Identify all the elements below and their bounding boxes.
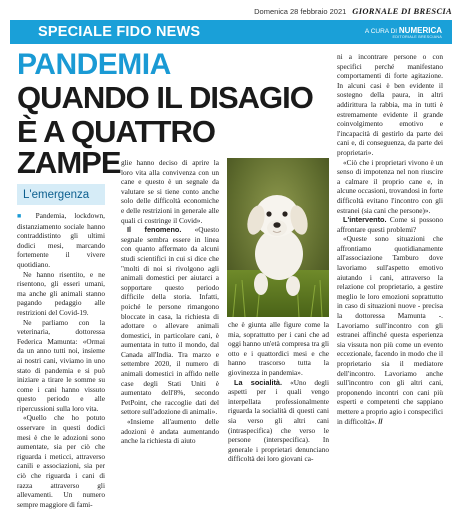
issue-date: Domenica 28 febbraio 2021 [254,6,347,16]
paragraph-lead: La socialità. [234,377,283,387]
masthead-bar [10,2,452,20]
paragraph-lead: L'intervento. [343,215,387,225]
paragraph-lead: Il fenomeno. [127,225,182,235]
section-banner [10,20,452,44]
paragraph: «Quello che ho potuto osservare in questi dodici mesi è che le adozioni sono aumentate, sia per ciò che riguarda i meticci, attraverso canili e associazioni, sia per ciò che riguarda i cani di razza attraverso gli allevamenti. Un numero sempre maggiore di fami- [17,413,105,509]
credit-subtitle: EDITORIALE BRESCIANA [392,34,442,39]
paragraph: L'intervento. Come si possono affrontare questi problemi? [337,215,443,234]
headline-line-1: QUANDO IL DISAGIO [17,80,313,115]
credit-line: A CURA DI NUMERICA [364,25,442,35]
headline-kicker: PANDEMIA [17,48,171,81]
article-column-4 [337,52,443,426]
paragraph: glie hanno deciso di aprire la loro vita alla convivenza con un cane e questo è un segnale da valutare se si tiene conto anche solo delle difficoltà economiche e delle restrizioni in generale alle quali ci costringe il Covid». [121,158,219,225]
article-end-mark: // [378,416,383,426]
puppy-photo [227,158,329,317]
paragraph: Il fenomeno. «Questo segnale sembra essere in linea con quanto affermato da alcuni studi scientifici in cui si dice che "molti di noi si rivolgono agli animali domestici per aiutarci a sopportare questo periodo difficile della storia. Infatti, poiché le persone rimangono bloccate in casa, la richiesta di adottare o allevare animali domestici, in particolare cani, è aumentata in tutto il mondo, dal Canada all'India. Tra marzo e settembre 2020, il numero di animali domestici in affido nelle case degli Stati Uniti è aumentato dell'8%, secondo PetPoint, che raccoglie dati del settore sull'adozione di animali». [121,225,219,417]
article-column-1 [17,211,105,509]
paragraph: Ne hanno risentito, e ne risentono, gli esseri umani, ma anche gli animali stanno pagando pedaggio alle restrizioni del Covid-19. [17,269,105,317]
paragraph: che è giunta alle figure come la mia, soprattutto per i cani che ad oggi hanno un'età compresa tra gli otto e i quattordici mesi e che hanno trascorso tutta la giovinezza in pandemia». [228,320,329,377]
section-credit [365,26,442,39]
headline-line-2: È A QUATTRO ZAMPE [17,113,215,181]
bullet-icon: ■ [17,212,28,220]
puppy-illustration-icon [227,158,329,317]
subhead-label: L'emergenza [23,188,90,201]
paragraph: «Ciò che i proprietari vivono è un senso di impotenza nel non riuscire a calmare il proprio cane e, in alcune occasioni, trovandosi in forte difficoltà evitano l'incontro con gli estranei (sia cani che persone)». [337,157,443,215]
subhead-box [17,184,105,205]
paragraph: La socialità. «Uno degli aspetti per i quali vengo interpellata professionalmente riguarda la socialità di questi cani sia verso gli altri cani (intraspecifica) che verso le persone (interspecifica). In generale i proprietari denunciano difficoltà dei loro giovani ca- [228,377,329,464]
newspaper-name: GIORNALE DI BRESCIA [352,6,452,16]
section-title: SPECIALE FIDO NEWS [38,24,201,40]
paragraph: ■ Pandemia, lockdown, distanziamento sociale hanno contraddistinto gli ultimi dodici mesi, marcando fortemente il vivere quotidiano. [17,211,105,269]
paragraph: «Queste sono situazioni che affrontiamo quotidianamente all'associazione Tamburo dove lavoriamo sull'aspetto emotivo aiutando i cani, attraverso la relazione col proprietario, a gestire meglio le loro emozioni soprattutto in caso di situazioni nuove - precisa la dottoressa Mamunta -. Lavoriamo sull'incontro con gli estranei affinché questa esperienza sia vissuta non più come un evento eccezionale, facendo in modo che il proprietario sia il mediatore dell'incontro. Lavoriamo anche sull'incontro con gli altri cani, proponendo incontri con cani più esperti e competenti che sappiano mettere a proprio agio i conspecifici in difficoltà». // [337,234,443,426]
article-column-2 [121,158,219,446]
paragraph: «Insieme all'aumento delle adozioni è andata aumentando anche la richiesta di aiuto [121,417,219,446]
paragraph: ni a incontrare persone o con specifici perché manifestano comportamenti di forte agitazione. In alcuni casi è ben evidente il sostegno della paura, in altri addirittura la rabbia, ma in tutti è estremamente evidente il grande coinvolgimento emotivo e l'incapacità di gestirlo da parte dei cani e, di conseguenza, da parte dei proprietari». [337,52,443,157]
article-column-3 [228,320,329,464]
credit-brand: NUMERICA [398,25,442,35]
paragraph: Ne parliamo con la veterinaria, dottoressa Federica Mamunta: «Ormai da un anno tutti noi, insieme ai nostri cani, viviamo in uno stato di pandemia e si può iniziare a tirare le somme su come i cani hanno vissuto questo periodo e alle ripercussioni sulla loro vita. [17,317,105,413]
